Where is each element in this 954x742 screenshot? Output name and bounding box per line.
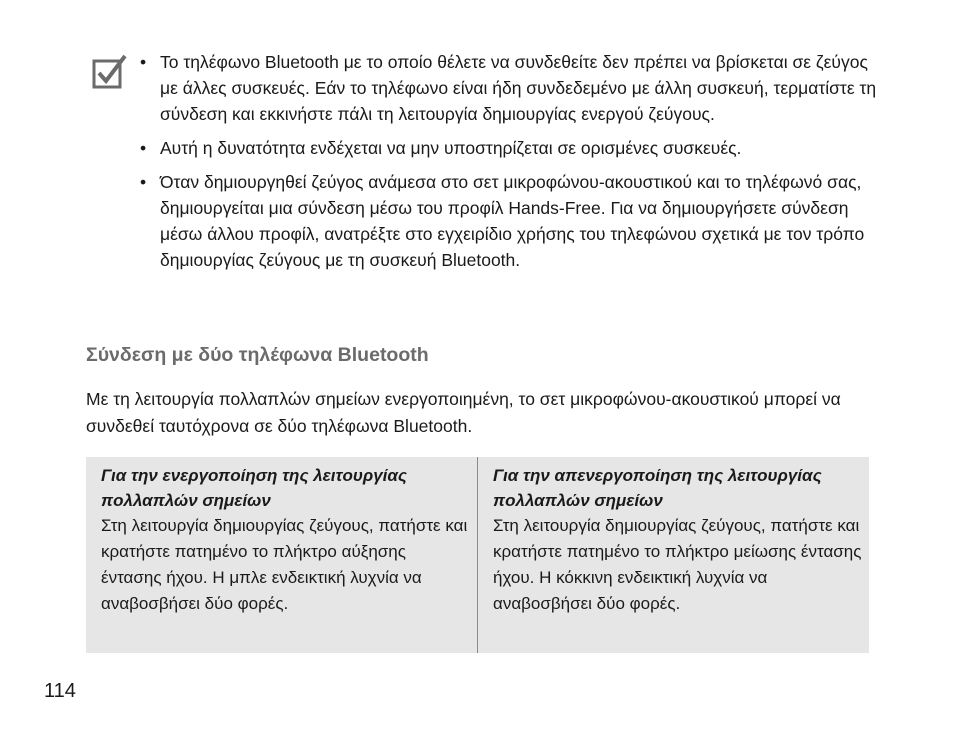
note-item: • Αυτή η δυνατότητα ενδέχεται να μην υποστηρίζεται σε ορισμένες συσκευές.: [140, 135, 880, 161]
disable-multipoint-cell: [477, 457, 869, 653]
note-item: • Όταν δημιουργηθεί ζεύγος ανάμεσα στο σετ μικροφώνου-ακουστικού και το τηλέφωνό σας, δημιουργείται μια σύνδεση μέσω του προφίλ Hands-Free. Για να δημιουργήσετε σύνδεση μέσω άλλου προφίλ, ανατρέξτε στο εγχειρίδιο χρήσης του τηλεφώνου σχετικά με τον τρόπο δημιουργίας ζεύγους με τη συσκευή Bluetooth.: [140, 169, 880, 273]
note-list: [140, 49, 880, 281]
section-title: Σύνδεση με δύο τηλέφωνα Bluetooth: [86, 344, 429, 366]
disable-multipoint-text: Στη λειτουργία δημιουργίας ζεύγους, πατήστε και κρατήστε πατημένο το πλήκτρο μείωσης έντασης ήχου. Η κόκκινη ενδεικτική λυχνία να αναβοσβήσει δύο φορές.: [493, 516, 862, 613]
multipoint-table: [86, 457, 869, 653]
note-item: • Το τηλέφωνο Bluetooth με το οποίο θέλετε να συνδεθείτε δεν πρέπει να βρίσκεται σε ζεύγος με άλλες συσκευές. Εάν το τηλέφωνο είναι ήδη συνδεδεμένο με άλλη συσκευή, τερματίστε τη σύνδεση και εκκινήστε πάλι τη λειτουργία δημιουργίας ενεργού ζεύγους.: [140, 49, 880, 127]
checkbox-check-icon: [92, 54, 128, 90]
disable-multipoint-title: Για την απενεργοποίηση της λειτουργίας πολλαπλών σημείων: [493, 466, 822, 510]
enable-multipoint-text: Στη λειτουργία δημιουργίας ζεύγους, πατήστε και κρατήστε πατημένο το πλήκτρο αύξησης έντασης ήχου. Η μπλε ενδεικτική λυχνία να αναβοσβήσει δύο φορές.: [101, 516, 468, 613]
enable-multipoint-cell: [86, 457, 477, 653]
enable-multipoint-title: Για την ενεργοποίηση της λειτουργίας πολλαπλών σημείων: [101, 466, 407, 510]
section-intro: Με τη λειτουργία πολλαπλών σημείων ενεργοποιημένη, το σετ μικροφώνου-ακουστικού μπορεί να συνδεθεί ταυτόχρονα σε δύο τηλέφωνα Bluetooth.: [86, 389, 841, 436]
page-number: 114: [44, 680, 76, 702]
